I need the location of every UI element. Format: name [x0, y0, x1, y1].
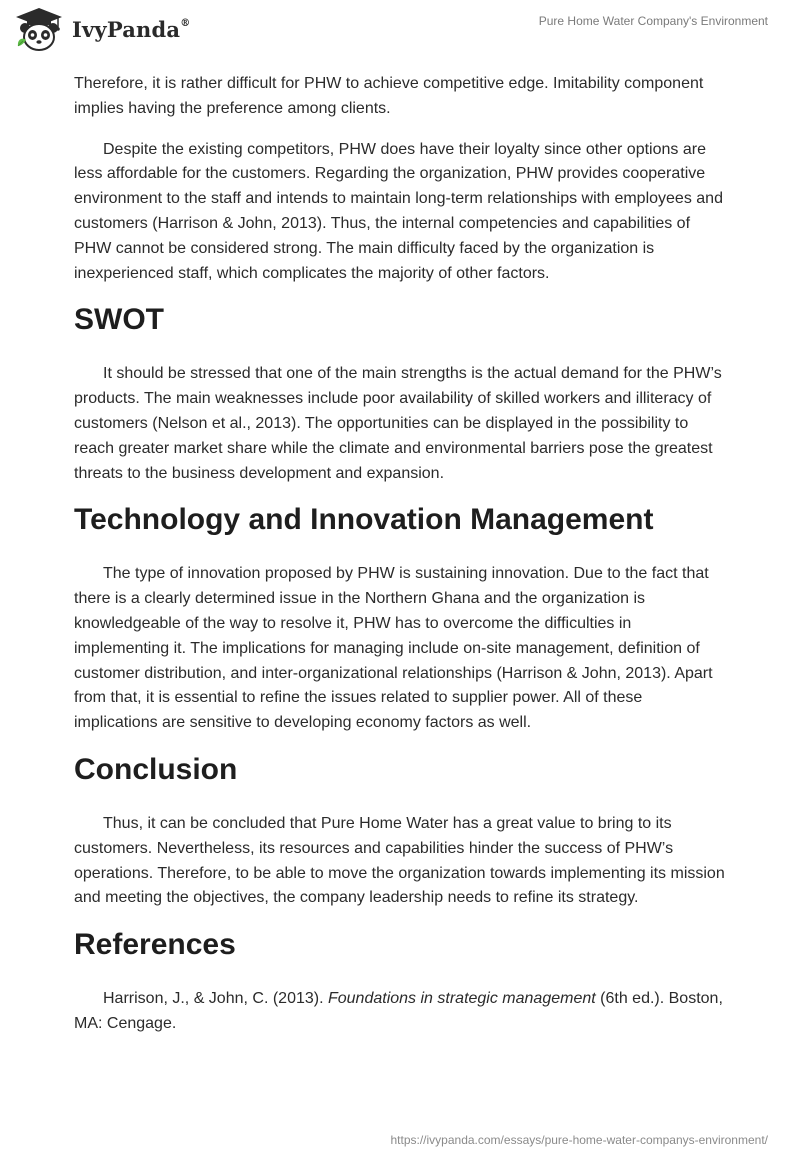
reference-title: Foundations in strategic management	[327, 990, 596, 1008]
essay-content	[74, 72, 726, 1037]
technology-paragraph: The type of innovation proposed by PHW is sustaining innovation. Due to the fact that there is a clearly determined issue in the Northern Ghana and the organization is knowledgeable of the way to resolve it, PHW has to overcome the difficulties in implementing it. The implications for managing include on-site management, definition of customer distribution, and inter-organizational relationships (Harrison & John, 2013). Apart from that, it is essential to refine the issues related to supplier power. All of these implications are sensitive to developing economy factors as well.	[74, 565, 713, 732]
loyalty-paragraph: Despite the existing competitors, PHW does have their loyalty since other options are less affordable for the customers. Regarding the organization, PHW provides cooperative environment to the staff and intends to maintain long-term relationships with employees and customers (Harrison & John, 2013). Thus, the internal competencies and capabilities of PHW cannot be considered strong. The main difficulty faced by the organization is inexperienced staff, which complicates the majority of other factors.	[74, 140, 723, 282]
brand-name: IvyPanda®	[72, 16, 191, 42]
references-heading: References	[74, 928, 236, 962]
intro-paragraph: Therefore, it is rather difficult for PHW to achieve competitive edge. Imitability component implies having the preference among clients.	[74, 75, 704, 117]
technology-heading: Technology and Innovation Management	[74, 503, 654, 537]
registered-mark: ®	[180, 17, 191, 29]
source-url[interactable]: https://ivypanda.com/essays/pure-home-water-companys-environment/	[390, 1133, 768, 1147]
document-title: Pure Home Water Company's Environment	[538, 14, 768, 28]
swot-paragraph: It should be stressed that one of the main strengths is the actual demand for the PHW’s products. The main weaknesses include poor availability of skilled workers and illiteracy of customers (Nelson et al., 2013). The opportunities can be displayed in the possibility to reach greater market share while the climate and environmental barriers pose the greatest threats to the business development and expansion.	[74, 365, 722, 482]
brand-logo[interactable]	[14, 6, 190, 52]
reference-publisher: (6th ed.). Boston, MA: Cengage.	[74, 990, 723, 1032]
conclusion-paragraph: Thus, it can be concluded that Pure Home Water has a great value to bring to its customers. Nevertheless, its resources and capabilities hinder the success of PHW’s operations. Therefore, to be able to move the organization towards implementing its mission and meeting the objectives, the company leadership needs to refine its strategy.	[74, 814, 725, 907]
panda-graduate-icon	[14, 6, 64, 52]
swot-heading: SWOT	[74, 303, 164, 337]
reference-authors: Harrison, J., & John, C. (2013).	[103, 990, 328, 1008]
conclusion-heading: Conclusion	[74, 752, 238, 786]
page-header	[0, 0, 800, 64]
reference-entry	[74, 987, 726, 1037]
